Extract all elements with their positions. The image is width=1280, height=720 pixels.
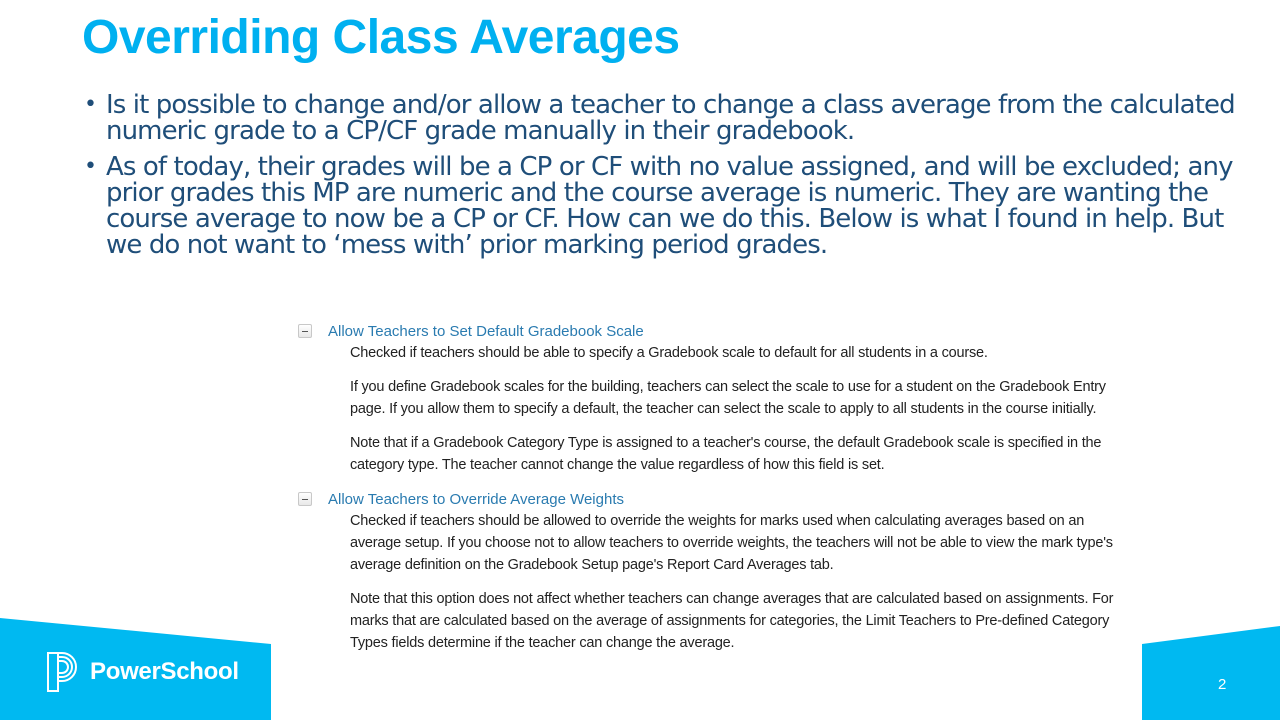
- bullet-dot-icon: •: [84, 154, 97, 179]
- powerschool-logo: [46, 651, 239, 693]
- help-section-override-weights: [298, 488, 1138, 654]
- powerschool-p-icon: [46, 651, 80, 693]
- bullet-text: As of today, their grades will be a CP or CF with no value assigned, and will be excluded; any prior grades this MP are numeric and the course average is numeric. They are wanting the course average to now be a CP or CF. How can we do this. Below is what I found in help. But we do not want to ‘mess with’ prior marking period grades.: [106, 152, 1233, 260]
- help-paragraph: If you define Gradebook scales for the building, teachers can select the scale to use for a student on the Gradebook Entry page. If you allow them to specify a default, the teacher can select the scale to apply to all students in the course initially.: [350, 379, 1106, 417]
- section-title-link[interactable]: Allow Teachers to Override Average Weights: [328, 490, 624, 508]
- collapse-minus-icon[interactable]: [298, 324, 312, 338]
- bullet-list: [82, 92, 1262, 268]
- brand-band-right: [1142, 626, 1280, 720]
- section-title-link[interactable]: Allow Teachers to Set Default Gradebook Scale: [328, 322, 644, 340]
- section-header[interactable]: [298, 488, 1138, 510]
- help-paragraph: Note that if a Gradebook Category Type is assigned to a teacher's course, the default Gradebook scale is specified in the category type. The teacher cannot change the value regardless of how this field is set.: [350, 435, 1102, 473]
- slide-title: Overriding Class Averages: [82, 11, 680, 64]
- section-body: [298, 510, 1138, 654]
- page-number: 2: [1218, 676, 1227, 693]
- bullet-item: [82, 92, 1262, 144]
- collapse-minus-icon[interactable]: [298, 492, 312, 506]
- help-paragraph: Checked if teachers should be allowed to override the weights for marks used when calculating averages based on an average setup. If you choose not to allow teachers to override weights, the teachers will not be able to view the mark type's average definition on the Gradebook Setup page's Report Card Averages tab.: [350, 513, 1113, 573]
- help-paragraph: Note that this option does not affect whether teachers can change averages that are calculated based on assignments. For marks that are calculated based on the average of assignments for categories, the Limit Teachers to Pre-defined Category Types fields determine if the teacher can change the average.: [350, 591, 1114, 651]
- bullet-item: [82, 154, 1262, 258]
- help-paragraph: Checked if teachers should be able to specify a Gradebook scale to default for all students in a course.: [350, 345, 988, 361]
- section-header[interactable]: [298, 320, 1138, 342]
- bullet-dot-icon: •: [84, 92, 97, 117]
- section-body: [298, 342, 1138, 476]
- help-screenshot: [298, 320, 1138, 666]
- bullet-text: Is it possible to change and/or allow a teacher to change a class average from the calculated numeric grade to a CP/CF grade manually in their gradebook.: [106, 90, 1235, 146]
- brand-name: PowerSchool: [90, 658, 239, 685]
- help-section-default-scale: [298, 320, 1138, 476]
